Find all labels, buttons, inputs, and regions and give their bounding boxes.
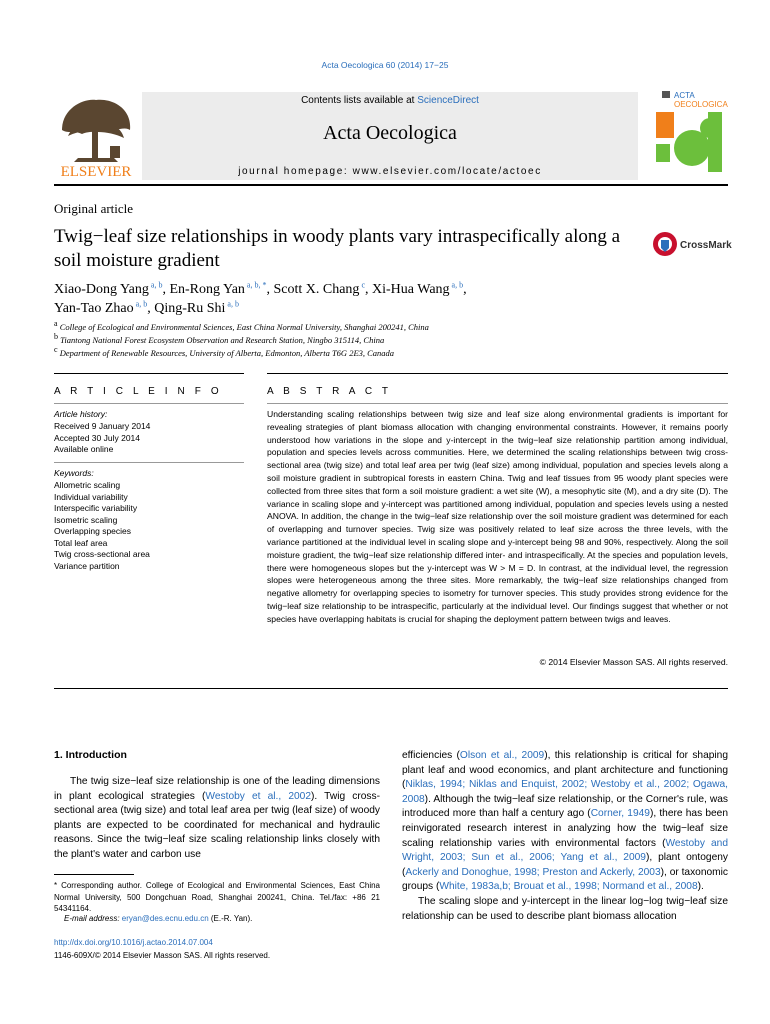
history-list xyxy=(54,421,150,456)
affiliation-item xyxy=(54,347,654,360)
paragraph-text: efficiencies ( xyxy=(402,750,460,761)
author-name: Xi-Hua Wang xyxy=(372,282,450,297)
paragraph-text: ), this relationship is critical for shaping plant leaf and wood economics, and plant architecture and functioning ( xyxy=(402,750,729,791)
affiliation-item xyxy=(54,334,654,347)
paragraph-text: ), plant ontogeny ( xyxy=(402,852,728,878)
journal-name: Acta Oecologica xyxy=(323,122,457,144)
abstract-copyright: © 2014 Elsevier Masson SAS. All rights reserved. xyxy=(539,657,728,667)
keyword-item: Individual variability xyxy=(54,491,128,502)
elsevier-wordmark: ELSEVIER xyxy=(60,164,132,180)
contents-prefix: Contents lists available at xyxy=(301,95,418,106)
affiliation-key: a xyxy=(54,319,58,329)
keyword-item: Variance partition xyxy=(54,560,120,571)
citation-link[interactable]: Corner, 1949 xyxy=(590,808,650,820)
citation-link[interactable]: Niklas, 1994; Niklas and Enquist, 2002; Westoby et al., 2002; Ogawa, 2008 xyxy=(402,779,728,805)
citation-link[interactable]: Westoby and Wright, 2003; Sun et al., 2006; Yang et al., 2009 xyxy=(402,837,728,864)
paragraph-text: ), there has been reinvigorated research interest in analyzing how the twig−leaf size scaling relationship varies with environmental factors ( xyxy=(402,808,728,849)
affiliation-text: Tiantong National Forest Ecosystem Observation and Research Station, Ningbo 315114, China xyxy=(58,335,385,345)
svg-text:OECOLOGICA: OECOLOGICA xyxy=(674,100,728,109)
keywords-list xyxy=(54,480,150,572)
keyword-item: Twig cross-sectional area xyxy=(54,549,150,559)
citation-link[interactable]: White, 1983a,b; Brouat et al., 1998; Normand et al., 2008 xyxy=(439,881,698,893)
email-label: E-mail address: xyxy=(64,914,122,923)
abstract-rule xyxy=(267,373,728,374)
affiliation-list xyxy=(54,321,654,360)
abstract-bottom-rule xyxy=(54,688,728,689)
article-type: Original article xyxy=(54,201,134,216)
keyword-item: Isometric scaling xyxy=(54,514,118,525)
affiliation-text: College of Ecological and Environmental Sciences, East China Normal University, Shanghai 200241, China xyxy=(57,322,429,332)
paragraph-text: ). Twig cross-sectional area (twig size) and total leaf area per twig (leaf size) of woody plants are expected to be coordinated for mechanical and hydraulic reasons. Since the twig−leaf size scaling relationship links closely with the plant's water and carbon use xyxy=(54,790,380,860)
keyword-item: Total leaf area xyxy=(54,537,108,548)
elsevier-tree-icon xyxy=(54,92,138,180)
journal-cover-thumbnail[interactable] xyxy=(650,88,728,180)
abstract-heading: A B S T R A C T xyxy=(267,386,392,397)
author-name: Scott X. Chang xyxy=(273,282,360,297)
keywords-rule xyxy=(54,462,244,463)
email-suffix: (E.-R. Yan). xyxy=(208,914,253,923)
article-info-heading: A R T I C L E I N F O xyxy=(54,386,223,397)
journal-reference[interactable]: Acta Oecologica 60 (2014) 17−25 xyxy=(321,60,449,70)
crossmark-button[interactable] xyxy=(652,230,732,258)
author-affiliation-marker[interactable]: a, b xyxy=(148,280,163,290)
citation-link[interactable]: Olson et al., 2009 xyxy=(459,750,545,761)
keyword-item: Allometric scaling xyxy=(54,480,121,490)
author-separator: , xyxy=(162,282,170,297)
abstract-text: Understanding scaling relationships between twig size and leaf size along environmental gradients is important for revealing strategies of plant biomass allocation with changing environmental constraints. However, it remains poorly understood how variations in the slope and y-intercept in the twig−leaf size relationship partition among individual, population and species levels across communities. Here, we determined the scaling relationships between twig cross-sectional area (twig size) and total leaf area per twig (leaf size) among individual, population and species levels along a soil moisture gradient in subtropical forests in eastern China. Twig and leaf tissues from 95 woody plant species were collected from three sites that form a soil moisture gradient: a wet site (W), a mesophytic site (M), and a dry site (D). The variance in scaling slope and y-intercept was partitioned among individual, population and species levels using a nested ANOVA. In addition, the change in the twig−leaf size relationship over the soil moisture gradient was determined for each of overlapping and turnover species. Twig size was positively related to leaf size across the three levels, with the variance partitioned at the individual level in scaling slope and y-intercept being 98 and 90%, respectively. Along the soil moisture gradient, the twig−leaf size relationship differed inter- and intraspecifically. At the species and population levels, there were homogeneous slopes but the y-intercept was W > M = D. In contrast, at the individual level, the regression slopes were heterogeneous among the three sites. More remarkably, the twig−leaf size relationships changed from negative allometry for overlapping species to isometry for turnover species. This study provides strong evidence for the twig−leaf size relationship to be intraspecific, particularly at the individual level. Our findings suggest that whether or not species have overlapping habitats is crucial for shaping the deployment pattern between twigs and leaves. xyxy=(267,409,728,624)
citation-link[interactable]: Ackerly and Donoghue, 1998; Preston and Ackerly, 2003 xyxy=(405,866,661,878)
author-name: En-Rong Yan xyxy=(169,282,245,297)
crossmark-icon xyxy=(652,230,732,258)
article-title: Twig−leaf size relationships in woody plants vary intraspecifically along a soil moisture gradient xyxy=(54,226,621,271)
author-separator: , xyxy=(365,282,372,297)
paragraph-text: ), or taxonomic groups ( xyxy=(402,866,729,893)
history-label: Article history: xyxy=(54,409,108,419)
history-item: Received 9 January 2014 xyxy=(54,421,151,431)
author-name: Qing-Ru Shi xyxy=(154,301,226,316)
author-list xyxy=(54,280,674,318)
author-separator: , xyxy=(266,282,274,297)
sciencedirect-link[interactable]: ScienceDirect xyxy=(417,95,479,106)
affiliation-key: b xyxy=(54,332,58,342)
author-affiliation-marker[interactable]: a, b xyxy=(225,299,239,309)
contents-line xyxy=(142,95,638,106)
author-affiliation-marker[interactable]: a, b, * xyxy=(244,280,267,290)
paragraph-text: ). Although the twig−leaf size relationship, or the Corner's rule, was introduced more than half a century ago ( xyxy=(402,793,728,820)
author-affiliation-marker[interactable]: a, b xyxy=(133,299,148,309)
email-line xyxy=(54,914,390,923)
article-info-rule xyxy=(54,373,244,374)
paragraph-text: The twig size−leaf size relationship is one of the leading dimensions in plant ecological strategies ( xyxy=(54,776,380,802)
article-info-subrule xyxy=(54,403,244,404)
author-name: Yan-Tao Zhao xyxy=(54,301,134,316)
history-item: Available online xyxy=(54,444,114,454)
email-link[interactable]: eryan@des.ecnu.edu.cn xyxy=(121,914,209,923)
journal-cover-icon xyxy=(650,88,728,180)
introduction-paragraph-2: The scaling slope and y-intercept in the linear log−log twig−leaf size relationship can be used to describe plant biomass allocation xyxy=(402,896,728,922)
keyword-item: Interspecific variability xyxy=(54,503,138,513)
history-item: Accepted 30 July 2014 xyxy=(54,432,141,443)
journal-homepage[interactable]: journal homepage: www.elsevier.com/locate/actoec xyxy=(238,166,542,177)
issn-line: 1146-609X/© 2014 Elsevier Masson SAS. All rights reserved. xyxy=(54,951,271,960)
author-name: Xiao-Dong Yang xyxy=(54,282,149,297)
keyword-item: Overlapping species xyxy=(54,526,132,536)
corresponding-author-footnote: * Corresponding author. College of Ecological and Environmental Sciences, East China Normal University, 500 Dongchuan Road, Shanghai 200241, China. Tel./fax: +86 21 54341164. xyxy=(54,881,380,913)
introduction-heading: 1. Introduction xyxy=(54,749,127,761)
author-separator: , xyxy=(147,301,155,316)
elsevier-logo[interactable] xyxy=(54,92,138,180)
footnote-rule xyxy=(54,874,134,875)
svg-text:CrossMark: CrossMark xyxy=(680,240,732,251)
paragraph-text: ). xyxy=(697,881,704,893)
affiliation-key: c xyxy=(54,345,58,355)
author-affiliation-marker[interactable]: a, b xyxy=(449,280,464,290)
keywords-label: Keywords: xyxy=(54,468,94,478)
doi-link[interactable]: http://dx.doi.org/10.1016/j.actao.2014.07.004 xyxy=(54,938,213,947)
affiliation-text: Department of Renewable Resources, University of Alberta, Edmonton, Alberta T6G 2E3, Canada xyxy=(57,348,395,358)
affiliation-item xyxy=(54,321,654,334)
author-affiliation-marker[interactable]: c xyxy=(359,280,365,290)
header-rule xyxy=(54,184,728,186)
introduction-paragraph-1 xyxy=(54,775,380,863)
svg-text:ACTA: ACTA xyxy=(674,91,695,100)
introduction-paragraph-1-continued xyxy=(402,749,728,895)
author-separator: , xyxy=(463,282,467,297)
citation-link[interactable]: Westoby et al., 2002 xyxy=(205,790,312,802)
abstract-subrule xyxy=(267,403,728,404)
